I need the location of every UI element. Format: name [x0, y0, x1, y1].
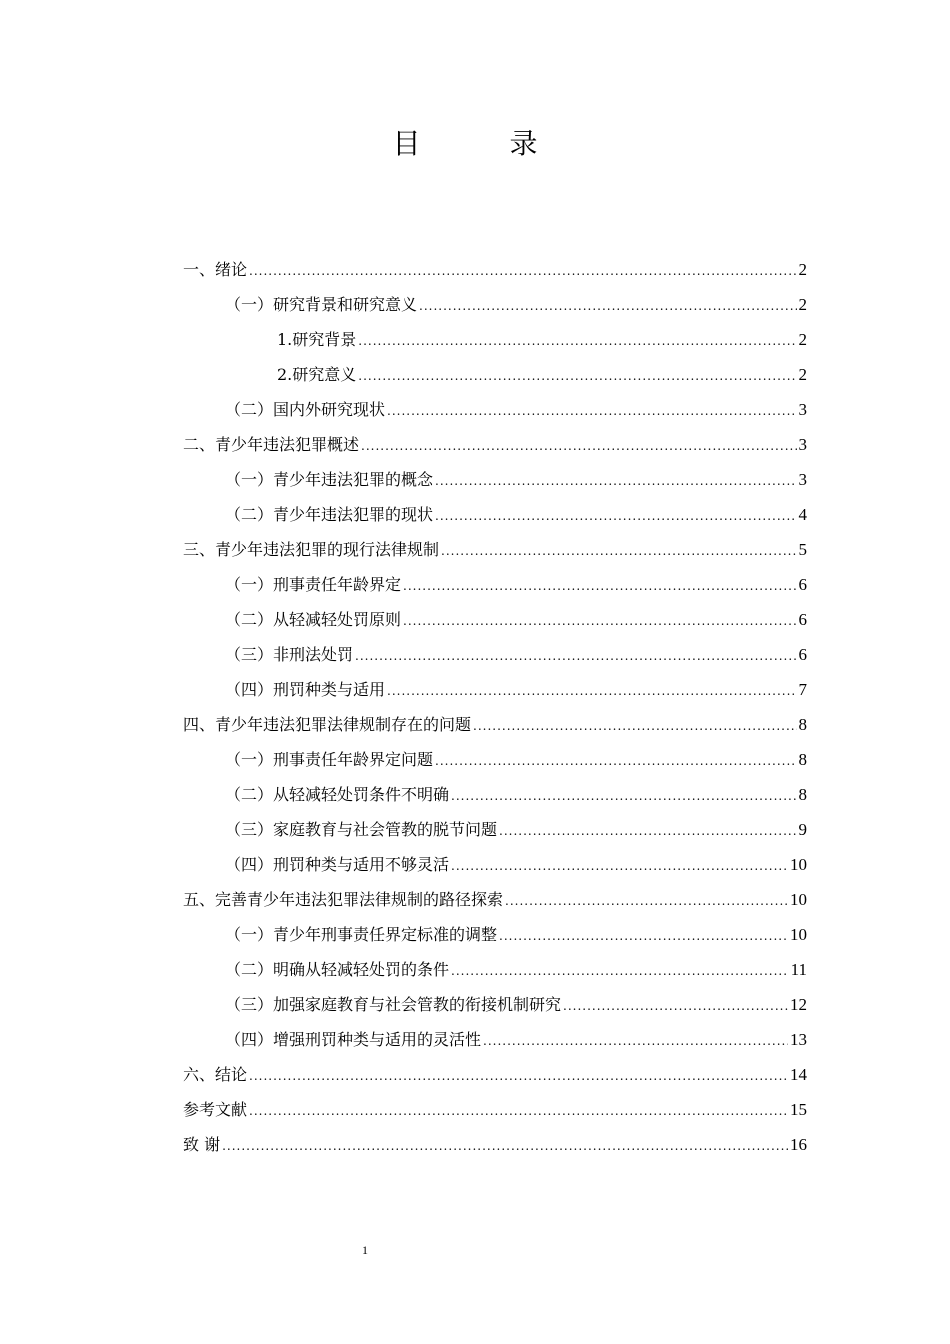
toc-dot-leader	[249, 1059, 788, 1094]
toc-dot-leader	[358, 359, 796, 394]
toc-dot-leader	[358, 324, 796, 359]
toc-entry-page: 8	[798, 715, 807, 734]
toc-dot-leader	[387, 674, 796, 709]
toc-dot-leader	[222, 1129, 788, 1164]
toc-entry[interactable]	[183, 812, 807, 847]
toc-dot-leader	[441, 534, 796, 569]
toc-entry-page: 11	[790, 960, 807, 979]
toc-entry[interactable]	[183, 567, 807, 602]
toc-entry[interactable]	[183, 1092, 807, 1127]
toc-entry[interactable]	[183, 357, 807, 392]
toc-entry-title: （一）青少年刑事责任界定标准的调整	[225, 925, 498, 944]
toc-entry-page: 2	[798, 365, 807, 384]
toc-entry[interactable]	[183, 497, 807, 532]
toc-entry[interactable]	[183, 392, 807, 427]
toc-entry-page: 6	[798, 645, 807, 664]
toc-entry[interactable]	[183, 1127, 807, 1162]
toc-entry[interactable]	[183, 322, 807, 357]
toc-entry[interactable]	[183, 672, 807, 707]
toc-entry-title: （三）非刑法处罚	[225, 645, 354, 664]
toc-entry-title: （一）刑事责任年龄界定问题	[225, 750, 434, 769]
toc-entry-page: 8	[798, 785, 807, 804]
toc-entry[interactable]	[183, 427, 807, 462]
toc-entry-title: （三）加强家庭教育与社会管教的衔接机制研究	[225, 995, 562, 1014]
toc-dot-leader	[499, 919, 788, 954]
toc-entry[interactable]	[183, 742, 807, 777]
toc-dot-leader	[435, 464, 796, 499]
toc-dot-leader	[403, 604, 796, 639]
toc-entry-page: 3	[798, 435, 807, 454]
toc-entry-title: （四）刑罚种类与适用	[225, 680, 386, 699]
toc-entry-page: 2	[798, 330, 807, 349]
toc-entry-page: 10	[790, 890, 807, 909]
toc-entry[interactable]	[183, 707, 807, 742]
toc-entry-title: 一、绪论	[183, 260, 248, 279]
toc-entry[interactable]	[183, 637, 807, 672]
toc-dot-leader	[387, 394, 796, 429]
toc-entry-title: （二）明确从轻减轻处罚的条件	[225, 960, 450, 979]
toc-entry-page: 6	[798, 610, 807, 629]
page-title: 目 录	[392, 127, 578, 160]
toc-entry-page: 2	[798, 260, 807, 279]
toc-dot-leader	[451, 849, 788, 884]
toc-entry-title: （二）国内外研究现状	[225, 400, 386, 419]
toc-entry-page: 13	[790, 1030, 807, 1049]
toc-entry-title: （三）家庭教育与社会管教的脱节问题	[225, 820, 498, 839]
toc-dot-leader	[419, 289, 796, 324]
toc-dot-leader	[483, 1024, 788, 1059]
toc-entry-page: 14	[790, 1065, 807, 1084]
toc-dot-leader	[451, 779, 796, 814]
toc-entry[interactable]	[183, 252, 807, 287]
toc-entry-title: （二）从轻减轻处罚原则	[225, 610, 402, 629]
toc-entry-title: 1.研究背景	[277, 330, 357, 349]
toc-dot-leader	[451, 954, 789, 989]
toc-entry[interactable]	[183, 602, 807, 637]
toc-entry-page: 9	[798, 820, 807, 839]
toc-entry-title: 三、青少年违法犯罪的现行法律规制	[183, 540, 440, 559]
toc-entry-title: 二、青少年违法犯罪概述	[183, 435, 360, 454]
toc-entry-page: 12	[790, 995, 807, 1014]
toc-dot-leader	[355, 639, 796, 674]
toc-entry-title: （一）研究背景和研究意义	[225, 295, 418, 314]
toc-entry-title: （二）从轻减轻处罚条件不明确	[225, 785, 450, 804]
toc-entry[interactable]	[183, 882, 807, 917]
toc-entry-page: 2	[798, 295, 807, 314]
toc-entry-title: 五、完善青少年违法犯罪法律规制的路径探索	[183, 890, 504, 909]
toc-entry[interactable]	[183, 1057, 807, 1092]
toc-entry[interactable]	[183, 777, 807, 812]
toc-entry[interactable]	[183, 1022, 807, 1057]
toc-entry-title: 2.研究意义	[277, 365, 357, 384]
toc-dot-leader	[473, 709, 796, 744]
toc-dot-leader	[403, 569, 796, 604]
toc-entry[interactable]	[183, 462, 807, 497]
toc-entry-page: 5	[798, 540, 807, 559]
toc-entry[interactable]	[183, 952, 807, 987]
toc-dot-leader	[249, 1094, 788, 1129]
toc-dot-leader	[563, 989, 788, 1024]
toc-entry[interactable]	[183, 532, 807, 567]
toc-dot-leader	[361, 429, 796, 464]
toc-entry-title: （四）刑罚种类与适用不够灵活	[225, 855, 450, 874]
toc-entry-title: （四）增强刑罚种类与适用的灵活性	[225, 1030, 482, 1049]
toc-entry-title: （二）青少年违法犯罪的现状	[225, 505, 434, 524]
toc-entry-title: （一）刑事责任年龄界定	[225, 575, 402, 594]
toc-entry-page: 10	[790, 855, 807, 874]
toc-dot-leader	[505, 884, 788, 919]
toc-dot-leader	[249, 254, 796, 289]
toc-entry-title: 参考文献	[183, 1100, 248, 1119]
toc-entry-page: 3	[798, 400, 807, 419]
table-of-contents	[183, 252, 807, 1162]
toc-entry-title: 致 谢	[183, 1135, 221, 1154]
toc-entry-page: 15	[790, 1100, 807, 1119]
toc-entry-page: 7	[798, 680, 807, 699]
toc-entry-page: 4	[798, 505, 807, 524]
toc-entry-page: 16	[790, 1135, 807, 1154]
toc-entry-title: 六、结论	[183, 1065, 248, 1084]
toc-entry-page: 8	[798, 750, 807, 769]
page-number: 1	[362, 1243, 368, 1257]
toc-entry[interactable]	[183, 987, 807, 1022]
toc-entry-page: 3	[798, 470, 807, 489]
toc-entry[interactable]	[183, 917, 807, 952]
toc-entry-title: （一）青少年违法犯罪的概念	[225, 470, 434, 489]
toc-entry-page: 10	[790, 925, 807, 944]
toc-dot-leader	[499, 814, 796, 849]
toc-dot-leader	[435, 744, 796, 779]
toc-entry[interactable]	[183, 287, 807, 322]
toc-entry-page: 6	[798, 575, 807, 594]
toc-dot-leader	[435, 499, 796, 534]
toc-entry-title: 四、青少年违法犯罪法律规制存在的问题	[183, 715, 472, 734]
toc-entry[interactable]	[183, 847, 807, 882]
